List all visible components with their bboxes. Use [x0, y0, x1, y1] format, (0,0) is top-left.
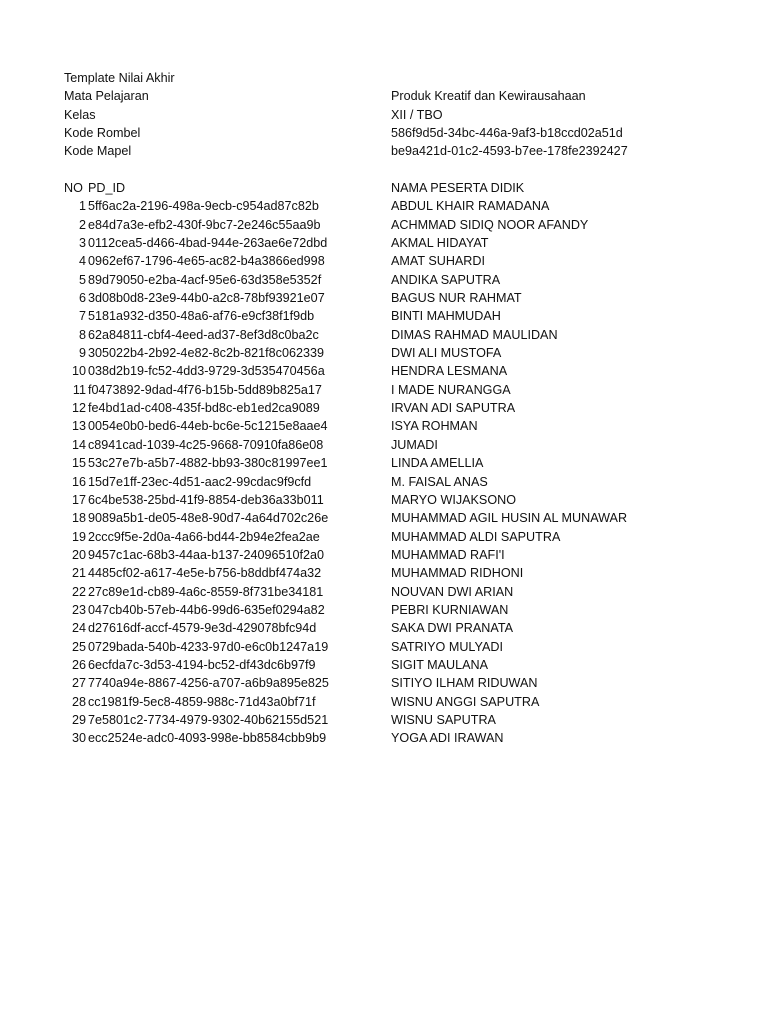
meta-row-kelas — [64, 106, 704, 124]
row-number: 29 — [71, 712, 86, 727]
row-student-name: WISNU SAPUTRA — [391, 712, 496, 727]
row-student-name: SAKA DWI PRANATA — [391, 621, 513, 636]
table-row — [64, 564, 704, 582]
row-pd-id: 047cb40b-57eb-44b6-99d6-635ef0294a82 — [88, 602, 325, 617]
row-number: 24 — [71, 621, 86, 636]
row-student-name: JUMADI — [391, 437, 438, 452]
row-student-name: ACHMMAD SIDIQ NOOR AFANDY — [391, 217, 589, 232]
row-number: 11 — [72, 382, 86, 397]
table-row — [64, 601, 704, 619]
row-number: 8 — [78, 327, 86, 342]
row-student-name: NOUVAN DWI ARIAN — [391, 584, 514, 599]
table-row — [64, 289, 704, 307]
row-student-name: ISYA ROHMAN — [391, 419, 478, 434]
row-student-name: MUHAMMAD RAFI'I — [391, 547, 505, 562]
row-pd-id: 53c27e7b-a5b7-4882-bb93-380c81997ee1 — [88, 456, 328, 471]
row-pd-id: 89d79050-e2ba-4acf-95e6-63d358e5352f — [88, 272, 322, 287]
row-number: 25 — [71, 639, 86, 654]
row-number: 26 — [71, 657, 86, 672]
row-number: 2 — [78, 217, 86, 232]
row-number: 19 — [71, 529, 86, 544]
meta-label: Kelas — [64, 107, 96, 122]
row-student-name: DWI ALI MUSTOFA — [391, 346, 502, 361]
table-row — [64, 638, 704, 656]
row-student-name: BAGUS NUR RAHMAT — [391, 291, 522, 306]
table-row — [64, 491, 704, 509]
meta-value: be9a421d-01c2-4593-b7ee-178fe2392427 — [391, 144, 628, 159]
table-row — [64, 528, 704, 546]
row-student-name: PEBRI KURNIAWAN — [391, 602, 509, 617]
meta-label: Mata Pelajaran — [64, 89, 149, 104]
meta-row-mata-pelajaran — [64, 87, 704, 105]
row-number: 21 — [71, 566, 86, 581]
row-pd-id: 0962ef67-1796-4e65-ac82-b4a3866ed998 — [88, 254, 325, 269]
row-student-name: AKMAL HIDAYAT — [391, 236, 489, 251]
row-student-name: I MADE NURANGGA — [391, 382, 511, 397]
row-pd-id: 0054e0b0-bed6-44eb-bc6e-5c1215e8aae4 — [88, 419, 328, 434]
table-row — [64, 216, 704, 234]
row-student-name: YOGA ADI IRAWAN — [391, 731, 504, 746]
column-header-pd-id: PD_ID — [88, 181, 126, 195]
table-row — [64, 362, 704, 380]
table-header-row — [64, 179, 704, 197]
row-number: 30 — [71, 731, 86, 746]
meta-row-kode-rombel — [64, 124, 704, 142]
row-number: 14 — [71, 437, 86, 452]
row-number: 20 — [71, 547, 86, 562]
row-number: 27 — [71, 676, 86, 691]
row-pd-id: fe4bd1ad-c408-435f-bd8c-eb1ed2ca9089 — [88, 401, 320, 416]
row-number: 9 — [78, 346, 86, 361]
row-pd-id: 0112cea5-d466-4bad-944e-263ae6e72dbd — [88, 236, 328, 251]
row-pd-id: 4485cf02-a617-4e5e-b756-b8ddbf474a32 — [88, 566, 322, 581]
table-body — [64, 197, 704, 747]
row-pd-id: f0473892-9dad-4f76-b15b-5dd89b825a17 — [88, 382, 322, 397]
row-number: 13 — [71, 419, 86, 434]
table-row — [64, 234, 704, 252]
row-pd-id: 6c4be538-25bd-41f9-8854-deb36a33b011 — [88, 492, 324, 507]
row-pd-id: 2ccc9f5e-2d0a-4a66-bd44-2b94e2fea2ae — [88, 529, 320, 544]
student-table — [64, 179, 704, 748]
row-number: 23 — [71, 602, 86, 617]
row-student-name: SATRIYO MULYADI — [391, 639, 503, 654]
row-student-name: M. FAISAL ANAS — [391, 474, 488, 489]
row-pd-id: e84d7a3e-efb2-430f-9bc7-2e246c55aa9b — [88, 217, 321, 232]
row-pd-id: 6ecfda7c-3d53-4194-bc52-df43dc6b97f9 — [88, 657, 316, 672]
row-number: 17 — [71, 492, 86, 507]
row-number: 7 — [78, 309, 86, 324]
row-pd-id: 9457c1ac-68b3-44aa-b137-24096510f2a0 — [88, 547, 324, 562]
row-pd-id: 7740a94e-8867-4256-a707-a6b9a895e825 — [88, 676, 329, 691]
row-number: 1 — [78, 199, 86, 214]
row-number: 4 — [78, 254, 86, 269]
column-header-nama: NAMA PESERTA DIDIK — [391, 181, 525, 195]
document-title: Template Nilai Akhir — [64, 71, 175, 85]
row-pd-id: 5181a932-d350-48a6-af76-e9cf38f1f9db — [88, 309, 315, 324]
row-student-name: ANDIKA SAPUTRA — [391, 272, 501, 287]
row-pd-id: 7e5801c2-7734-4979-9302-40b62155d521 — [88, 712, 329, 727]
row-pd-id: 62a84811-cbf4-4eed-ad37-8ef3d8c0ba2c — [88, 327, 319, 342]
row-student-name: MUHAMMAD ALDI SAPUTRA — [391, 529, 561, 544]
table-row — [64, 729, 704, 747]
row-pd-id: 305022b4-2b92-4e82-8c2b-821f8c062339 — [88, 346, 324, 361]
row-pd-id: 5ff6ac2a-2196-498a-9ecb-c954ad87c82b — [88, 199, 319, 214]
table-row — [64, 252, 704, 270]
table-row — [64, 583, 704, 601]
table-row — [64, 656, 704, 674]
row-number: 18 — [71, 511, 86, 526]
row-number: 10 — [71, 364, 86, 379]
row-student-name: AMAT SUHARDI — [391, 254, 485, 269]
row-pd-id: 038d2b19-fc52-4dd3-9729-3d535470456a — [88, 364, 325, 379]
table-row — [64, 381, 704, 399]
meta-row-kode-mapel — [64, 142, 704, 160]
document-title-row — [64, 69, 704, 87]
table-row — [64, 546, 704, 564]
meta-value: XII / TBO — [391, 107, 443, 122]
table-row — [64, 454, 704, 472]
row-student-name: SIGIT MAULANA — [391, 657, 489, 672]
row-pd-id: 15d7e1ff-23ec-4d51-aac2-99cdac9f9cfd — [88, 474, 312, 489]
row-pd-id: 9089a5b1-de05-48e8-90d7-4a64d702c26e — [88, 511, 329, 526]
document-header — [64, 69, 704, 160]
row-student-name: DIMAS RAHMAD MAULIDAN — [391, 327, 558, 342]
table-row — [64, 307, 704, 325]
row-student-name: IRVAN ADI SAPUTRA — [391, 401, 516, 416]
column-header-no: NO — [64, 181, 83, 195]
table-row — [64, 436, 704, 454]
row-number: 12 — [71, 401, 86, 416]
row-student-name: MARYO WIJAKSONO — [391, 492, 517, 507]
row-pd-id: cc1981f9-5ec8-4859-988c-71d43a0bf71f — [88, 694, 316, 709]
row-pd-id: 0729bada-540b-4233-97d0-e6c0b1247a19 — [88, 639, 329, 654]
row-pd-id: 27c89e1d-cb89-4a6c-8559-8f731be34181 — [88, 584, 324, 599]
row-student-name: ABDUL KHAIR RAMADANA — [391, 199, 550, 214]
row-pd-id: d27616df-accf-4579-9e3d-429078bfc94d — [88, 621, 317, 636]
row-pd-id: ecc2524e-adc0-4093-998e-bb8584cbb9b9 — [88, 731, 327, 746]
row-student-name: WISNU ANGGI SAPUTRA — [391, 694, 540, 709]
table-row — [64, 693, 704, 711]
row-student-name: LINDA AMELLIA — [391, 456, 484, 471]
meta-label: Kode Rombel — [64, 125, 141, 140]
row-number: 28 — [71, 694, 86, 709]
row-number: 15 — [71, 456, 86, 471]
meta-value: 586f9d5d-34bc-446a-9af3-b18ccd02a51d — [391, 125, 623, 140]
row-student-name: HENDRA LESMANA — [391, 364, 508, 379]
table-row — [64, 619, 704, 637]
table-row — [64, 271, 704, 289]
table-row — [64, 674, 704, 692]
row-number: 16 — [71, 474, 86, 489]
table-row — [64, 344, 704, 362]
table-row — [64, 417, 704, 435]
table-row — [64, 197, 704, 215]
row-student-name: SITIYO ILHAM RIDUWAN — [391, 676, 538, 691]
row-pd-id: 3d08b0d8-23e9-44b0-a2c8-78bf93921e07 — [88, 291, 325, 306]
row-pd-id: c8941cad-1039-4c25-9668-70910fa86e08 — [88, 437, 324, 452]
row-student-name: MUHAMMAD AGIL HUSIN AL MUNAWAR — [391, 511, 628, 526]
table-row — [64, 711, 704, 729]
row-number: 6 — [78, 291, 86, 306]
table-row — [64, 399, 704, 417]
meta-value: Produk Kreatif dan Kewirausahaan — [391, 89, 586, 104]
meta-label: Kode Mapel — [64, 144, 132, 159]
row-number: 3 — [78, 236, 86, 251]
row-student-name: BINTI MAHMUDAH — [391, 309, 501, 324]
table-row — [64, 473, 704, 491]
table-row — [64, 509, 704, 527]
row-number: 22 — [71, 584, 86, 599]
table-row — [64, 326, 704, 344]
row-number: 5 — [78, 272, 86, 287]
row-student-name: MUHAMMAD RIDHONI — [391, 566, 524, 581]
